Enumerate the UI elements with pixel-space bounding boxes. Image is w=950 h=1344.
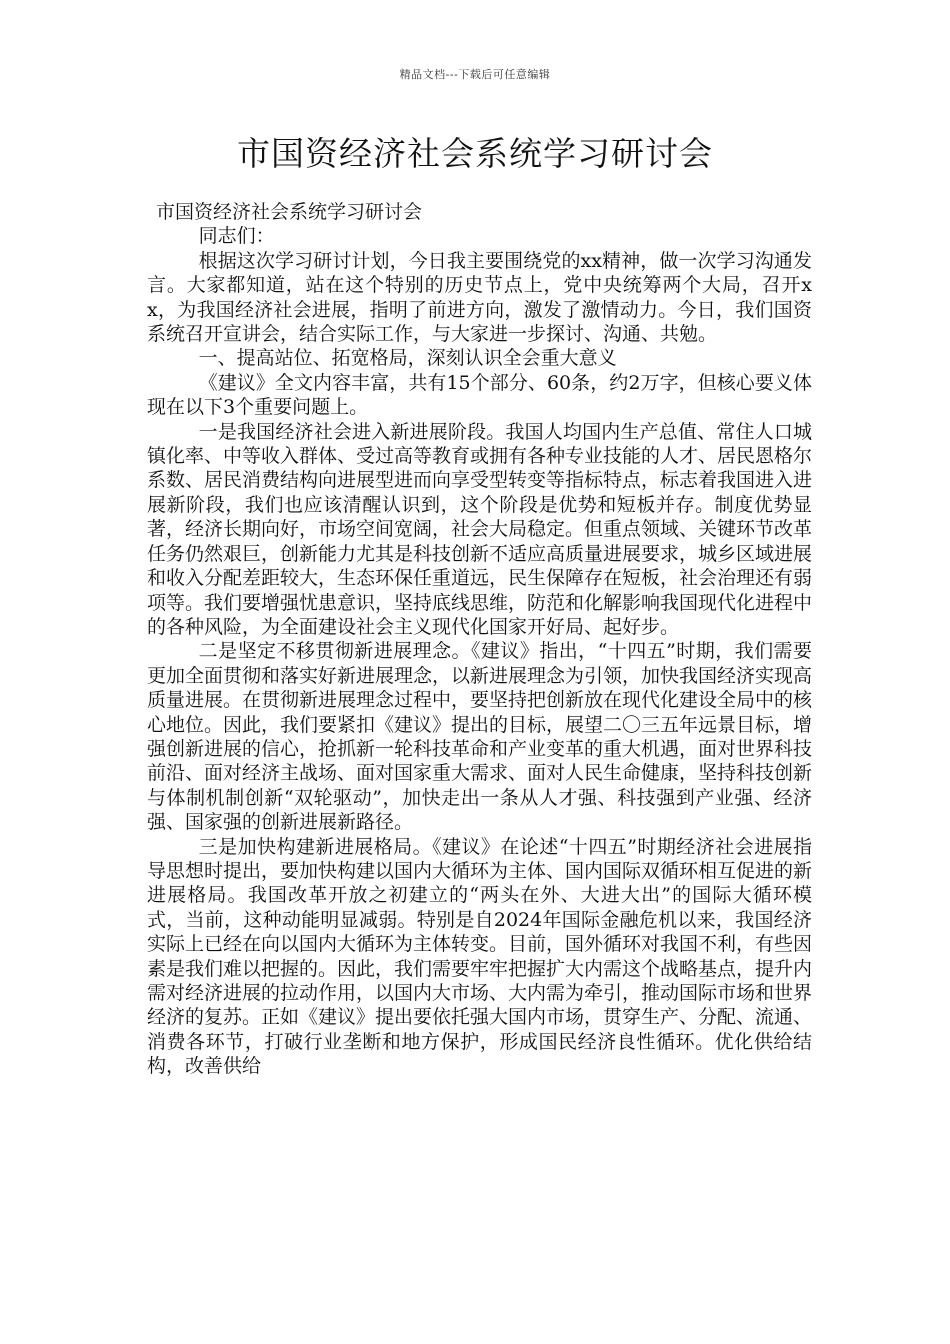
paragraph-overview: 《建议》全文内容丰富，共有15个部分、60条，约2万字，但核心要义体现在以下3个重要问题上。	[147, 371, 812, 419]
paragraph-point-2: 二是坚定不移贯彻新进展理念。《建议》指出，“十四五”时期，我们需要更加全面贯彻和落实好新进展理念，以新进展理念为引领，加快我国经济实现高质量进展。在贯彻新进展理念过程中，要坚持把创新放在现代化建设全局中的核心地位。因此，我们要紧扣《建议》提出的目标，展望二〇三五年远景目标，增强创新进展的信心，抢抓新一轮科技革命和产业变革的重大机遇，面对世界科技前沿、面对经济主战场、面对国家重大需求、面对人民生命健康，坚持科技创新与体制机制创新“双轮驱动”，加快走出一条从人才强、科技强到产业强、经济强、国家强的创新进展新路径。	[147, 640, 813, 834]
paragraph-point-3: 三是加快构建新进展格局。《建议》在论述“十四五”时期经济社会进展指导思想时提出，要加快构建以国内大循环为主体、国内国际双循环相互促进的新进展格局。我国改革开放之初建立的“两头在外、大进大出”的国际大循环模式，当前，这种动能明显减弱。特别是自2024年国际金融危机以来，我国经济实际上已经在向以国内大循环为主体转变。目前，国外循环对我国不利，有些因素是我们难以把握的。因此，我们需要牢牢把握扩大内需这个战略基点，提升内需对经济进展的拉动作用，以国内大市场、大内需为牵引，推动国际市场和世界经济的复苏。正如《建议》提出要依托强大国内市场，贯穿生产、分配、流通、消费各环节，打破行业垄断和地方保护，形成国民经济良性循环。优化供给结构，改善供给	[147, 835, 813, 1078]
paragraph-intro: 根据这次学习研讨计划，今日我主要围绕党的xx精神，做一次学习沟通发言。大家都知道，站在这个特别的历史节点上，党中央统筹两个大局，召开xx，为我国经济社会进展，指明了前进方向，激发了激情动力。今日，我们国资系统召开宣讲会，结合实际工作，与大家进一步探讨、沟通、共勉。	[147, 249, 812, 346]
section-heading-1: 一、提高站位、拓宽格局，深刻认识全会重大意义	[198, 347, 617, 370]
header-note: 精品文档---下载后可任意编辑	[399, 68, 551, 81]
document-body	[147, 200, 812, 1079]
document-subtitle: 市国资经济社会系统学习研讨会	[156, 201, 423, 223]
document-title: 市国资经济社会系统学习研讨会	[237, 134, 713, 173]
salutation: 同志们：	[198, 225, 275, 248]
paragraph-point-1: 一是我国经济社会进入新进展阶段。我国人均国内生产总值、常住人口城镇化率、中等收入群体、受过高等教育或拥有各种专业技能的人才、居民恩格尔系数、居民消费结构向进展型进而向享受型转变等指标特点，标志着我国进入进展新阶段，我们也应该清醒认识到，这个阶段是优势和短板并存。制度优势显著，经济长期向好，市场空间宽阔，社会大局稳定。但重点领域、关键环节改革任务仍然艰巨，创新能力尤其是科技创新不适应高质量进展要求，城乡区域进展和收入分配差距较大，生态环保任重道远，民生保障存在短板，社会治理还有弱项等。我们要增强忧患意识，坚持底线思维，防范和化解影响我国现代化进程中的各种风险，为全面建设社会主义现代化国家开好局、起好步。	[147, 420, 813, 638]
